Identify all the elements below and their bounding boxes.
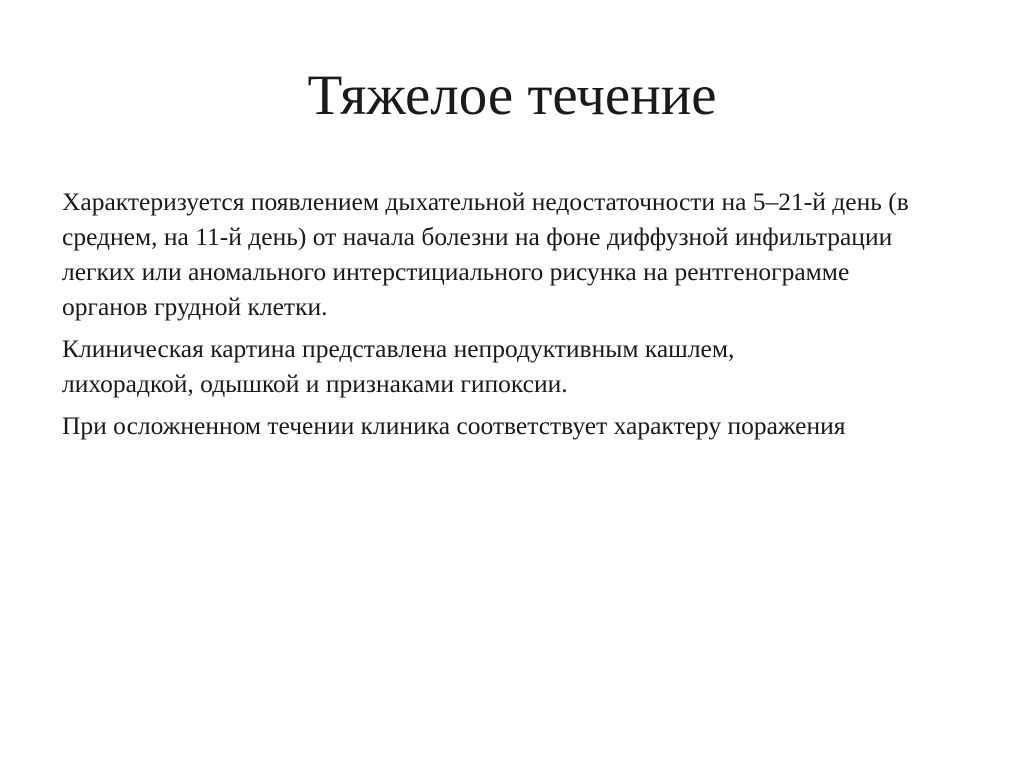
paragraph-complicated-course: При осложненном течении клиника соответствует характеру поражения — [62, 411, 846, 440]
slide-body — [62, 184, 962, 450]
slide-title: Тяжелое течение — [307, 64, 717, 127]
paragraph-clinical-picture: Клиническая картина представлена непродуктивным кашлем, лихорадкой, одышкой и признаками гипоксии. — [62, 334, 735, 398]
paragraph-severe-course-description: Характеризуется появлением дыхательной недостаточности на 5–21-й день (в среднем, на 11-й день) от начала болезни на фоне диффузной инфильтрации легких или аномального интерстициального рисунка на рентгенограмме органов грудной клетки. — [62, 187, 909, 321]
